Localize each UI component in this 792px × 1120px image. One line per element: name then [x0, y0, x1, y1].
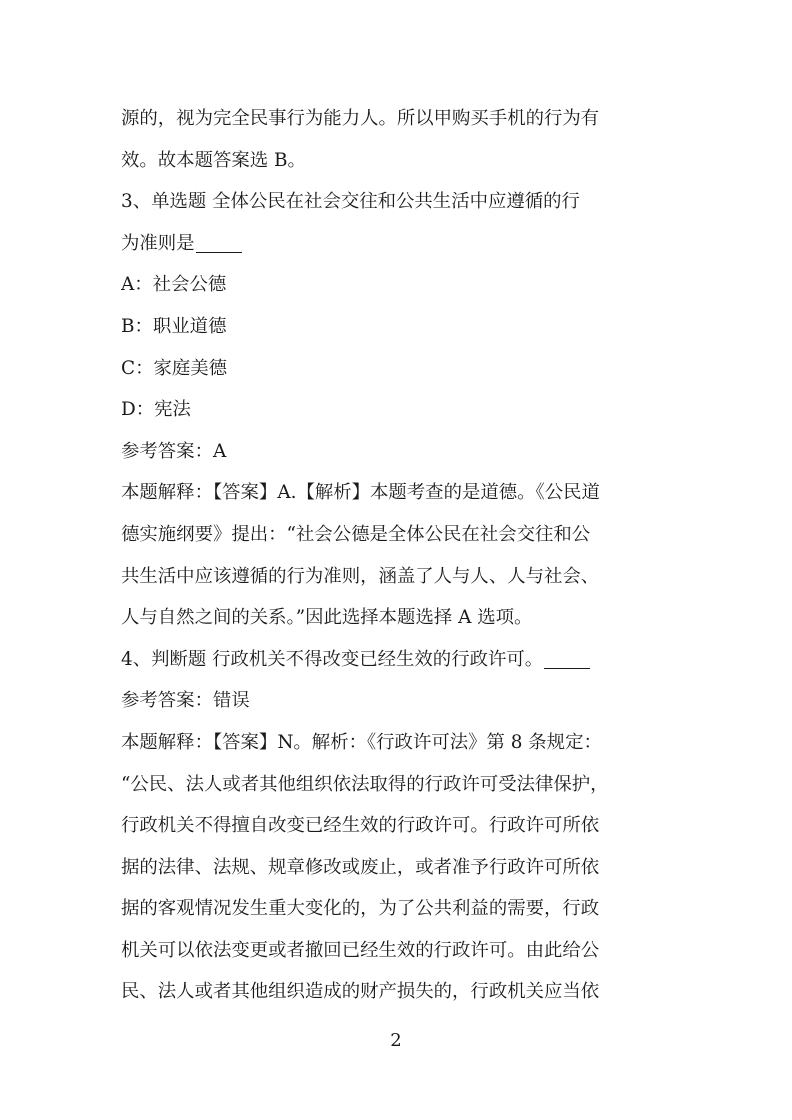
- option-b: B：职业道德: [121, 315, 227, 337]
- text-line: 源的，视为完全民事行为能力人。所以甲购买手机的行为有: [121, 108, 600, 129]
- explanation-line: 机关可以依法变更或者撤回已经生效的行政许可。由此给公: [121, 939, 600, 961]
- question-3-line: 3、单选题 全体公民在社会交往和公共生活中应遵循的行: [121, 191, 580, 213]
- option-c: C：家庭美德: [121, 357, 228, 379]
- explanation-line: 本题解释：【答案】A.【解析】本题考查的是道德。《公民道: [121, 482, 600, 504]
- explanation-line: 据的法律、法规、规章修改或废止，或者准予行政许可所依: [121, 856, 600, 878]
- text-line: 效。故本题答案选 B。: [121, 149, 306, 171]
- question-4-line: [121, 639, 673, 681]
- explanation-line: “公民、法人或者其他组织依法取得的行政许可受法律保护，: [121, 773, 609, 795]
- reference-answer: 参考答案：A: [121, 440, 227, 462]
- question-3-text: 为准则是: [121, 232, 195, 254]
- answer-blank: [544, 667, 590, 669]
- explanation-line: 本题解释：【答案】N。解析：《行政许可法》第 8 条规定：: [121, 731, 602, 753]
- question-4-text: 4、判断题 行政机关不得改变已经生效的行政许可。: [121, 648, 544, 670]
- document-body: [121, 98, 673, 1013]
- explanation-line: 行政机关不得擅自改变已经生效的行政许可。行政许可所依: [121, 815, 600, 837]
- option-d: D：宪法: [121, 399, 191, 421]
- answer-blank: [196, 251, 242, 253]
- explanation-line: 人与自然之间的关系。”因此选择本题选择 A 选项。: [121, 607, 533, 629]
- option-a: A：社会公德: [121, 274, 227, 296]
- question-3-blank-line: [121, 223, 673, 265]
- reference-answer: 参考答案：错误: [121, 690, 250, 712]
- explanation-line: 民、法人或者其他组织造成的财产损失的，行政机关应当依: [121, 981, 600, 1003]
- page-number: 2: [390, 1030, 402, 1051]
- explanation-line: 共生活中应该遵循的行为准则，涵盖了人与人、人与社会、: [121, 565, 600, 587]
- explanation-line: 德实施纲要》提出：“社会公德是全体公民在社会交往和公: [121, 523, 591, 545]
- explanation-line: 据的客观情况发生重大变化的，为了公共利益的需要，行政: [121, 898, 600, 920]
